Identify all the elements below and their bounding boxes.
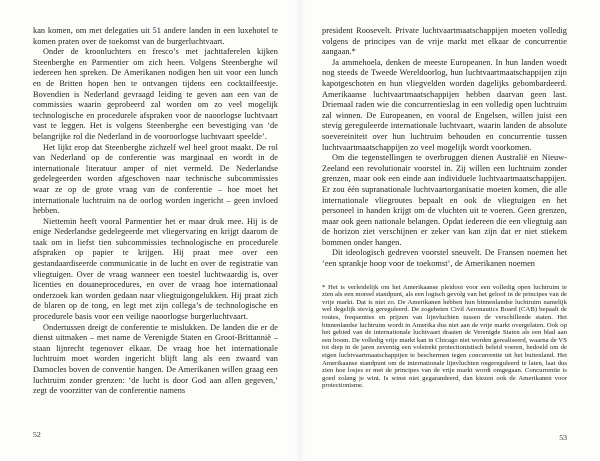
paragraph: Niettemin heeft vooral Parmentier het er maar druk mee. Hij is de enige Nederlandse gedelegeerde met vliegervaring en krijgt daarom de taak om in liefst tien subcommissies technologische en procedurele afspraken op papier te krijgen. Hij praat mee over een gestandaardiseerde communicatie in de lucht en over de registratie van vliegtuigen. Over de vraag wanneer een toestel luchtwaardig is, over licenties en douaneprocedures, en over de vraag hoe internationaal onderzoek kan worden gedaan naar vliegtuigongelukken. Hij praat zich de blaren op de tong, en legt met zijn collega’s de technologische en procedurele basis voor een veilige naoorlogse burgerluchtvaart. [33, 216, 278, 322]
left-page-text [33, 26, 278, 397]
paragraph: Dit ideologisch gedreven voorstel sneuvelt. De Fransen noemen het ‘een sprankje hoop voor de toekomst’, de Amerikanen noemen [322, 248, 567, 269]
right-page [300, 0, 600, 461]
page-number-right: 53 [559, 433, 567, 442]
right-page-text [322, 26, 567, 270]
paragraph: kan komen, om met delegaties uit 51 andere landen in een luxehotel te komen praten over de toekomst van de burgerluchtvaart. [33, 26, 278, 46]
paragraph: Ja ammehoela, denken de meeste Europeanen. In hun landen woedt nog steeds de Tweede Wereldoorlog, hun luchtvaartmaatschappijen zijn kapotgeschoten en hun vliegvelden worden dagelijks gebombardeerd. Amerikaanse luchtvaartmaatschappijen hebben daarvan geen last. Driemaal raden wie die concurrentieslag in een volledig open luchtruim zal winnen. De Europeanen, en vooral de Engelsen, willen juist een stevig gereguleerde internationale luchtvaart, waarin landen de absolute soevereiniteit over hun luchtruim behouden en concurrentie tussen luchtvaartmaatschappijen zo veel mogelijk wordt voorkomen. [322, 57, 567, 152]
paragraph: Ondertussen dreigt de conferentie te mislukken. De landen die er de dienst uitmaken – met name de Verenigde Staten en Groot-Brittannië – staan lijnrecht tegenover elkaar. De vraag hoe het internationale luchtruim moet worden ingericht blijft lang als een zwaard van Damocles boven de conventie hangen. De Amerikanen willen graag een luchtruim zonder grenzen: ‘de lucht is door God aan allen gegeven,’ zegt de voorzitter van de conferentie namens [33, 322, 278, 396]
paragraph: Het lijkt erop dat Steenberghe zichzelf wel heel groot maakt. De rol van Nederland op de conferentie was marginaal en wordt in de internationale literatuur amper of niet vermeld. De Nederlandse gedelegeerden worden afgeschoven naar technische subcommissies waar ze op de grote vraag van de conferentie – hoe moet het internationale luchtruim na de oorlog worden ingericht – geen invloed hebben. [33, 142, 278, 216]
paragraph: Onder de kroonluchters en fresco’s met jachttaferelen kijken Steenberghe en Parmentier om zich heen. Volgens Steenberghe wil iedereen hen spreken. De Amerikanen nodigen hen uit voor een lunch en de Britten hopen hen te ontvangen tijdens een cocktailfeestje. Bovendien is Nederland gevraagd leiding te geven aan een van de commissies waarin geprobeerd zal worden om zo veel mogelijk technologische en procedurele afspraken voor de naoorlogse luchtvaart vast te leggen. Het is volgens Steenberghe een bevestiging van ‘de belangrijke rol die Nederland in de vooroorlogse luchtvaart speelde’. [33, 47, 278, 141]
paragraph: president Roosevelt. Private luchtvaartmaatschappijen moeten volledig volgens de principes van de vrije markt met elkaar de concurrentie aangaan.* [322, 26, 567, 57]
footnote: * Het is verleidelijk om het Amerikaanse pleidooi voor een volledig open luchtruim te zien als een moreel standpunt, als een logisch gevolg van het geloof in de principes van de vrije markt. Dat is niet zo. De Amerikanen hebben hun binnenlandse luchtruim namelijk wel degelijk stevig gereguleerd. De zogeheten Civil Aeronautics Board (CAB) bepaalt de routes, frequenties en prijzen van lijnvluchten tussen de verschillende staten. Het binnenlandse luchtruim wordt in Amerika dus niet aan de vrije markt overgelaten. Ook op het gebied van de internationale luchtvaart draaien de Verenigde Staten als een blad aan een boom. De volledig vrije markt kan in Chicago niet worden gerealiseerd, waarna de VS tot diep in de jaren zeventig een volstrekt protectionistisch beleid voeren, bedoeld om de eigen luchtvaartmaatschappijen te beschermen tegen concurrentie uit het buitenland. Het Amerikaanse standpunt om de internationale lijnvluchten ongereguleerd te laten, laat dus zien hoe losjes er met de principes van de vrije markt wordt omgegaan. Concurrentie is goed zolang je wint. Is winst niet gegarandeerd, dan kiezen ook de Amerikanen voor protectionisme. [322, 283, 567, 390]
page-number-left: 52 [33, 430, 41, 439]
paragraph: Om die tegenstellingen te overbruggen dienen Australië en Nieuw-Zeeland een revolutionair voorstel in. Zij willen een luchtruim zonder grenzen, maar ook een einde aan individuele luchtvaartmaatschappijen. Er zou één supranationale luchtvaartorganisatie moeten komen, die alle internationale vliegroutes bepaalt en ook de vliegtuigen en het personeel in handen krijgt om de vluchten uit te voeren. Geen grenzen, maar ook geen nationale belangen. Opdat iedereen die een vliegtuig aan de horizon ziet verschijnen er zeker van kan zijn dat er niet stiekem bommen onder hangen. [322, 153, 567, 247]
